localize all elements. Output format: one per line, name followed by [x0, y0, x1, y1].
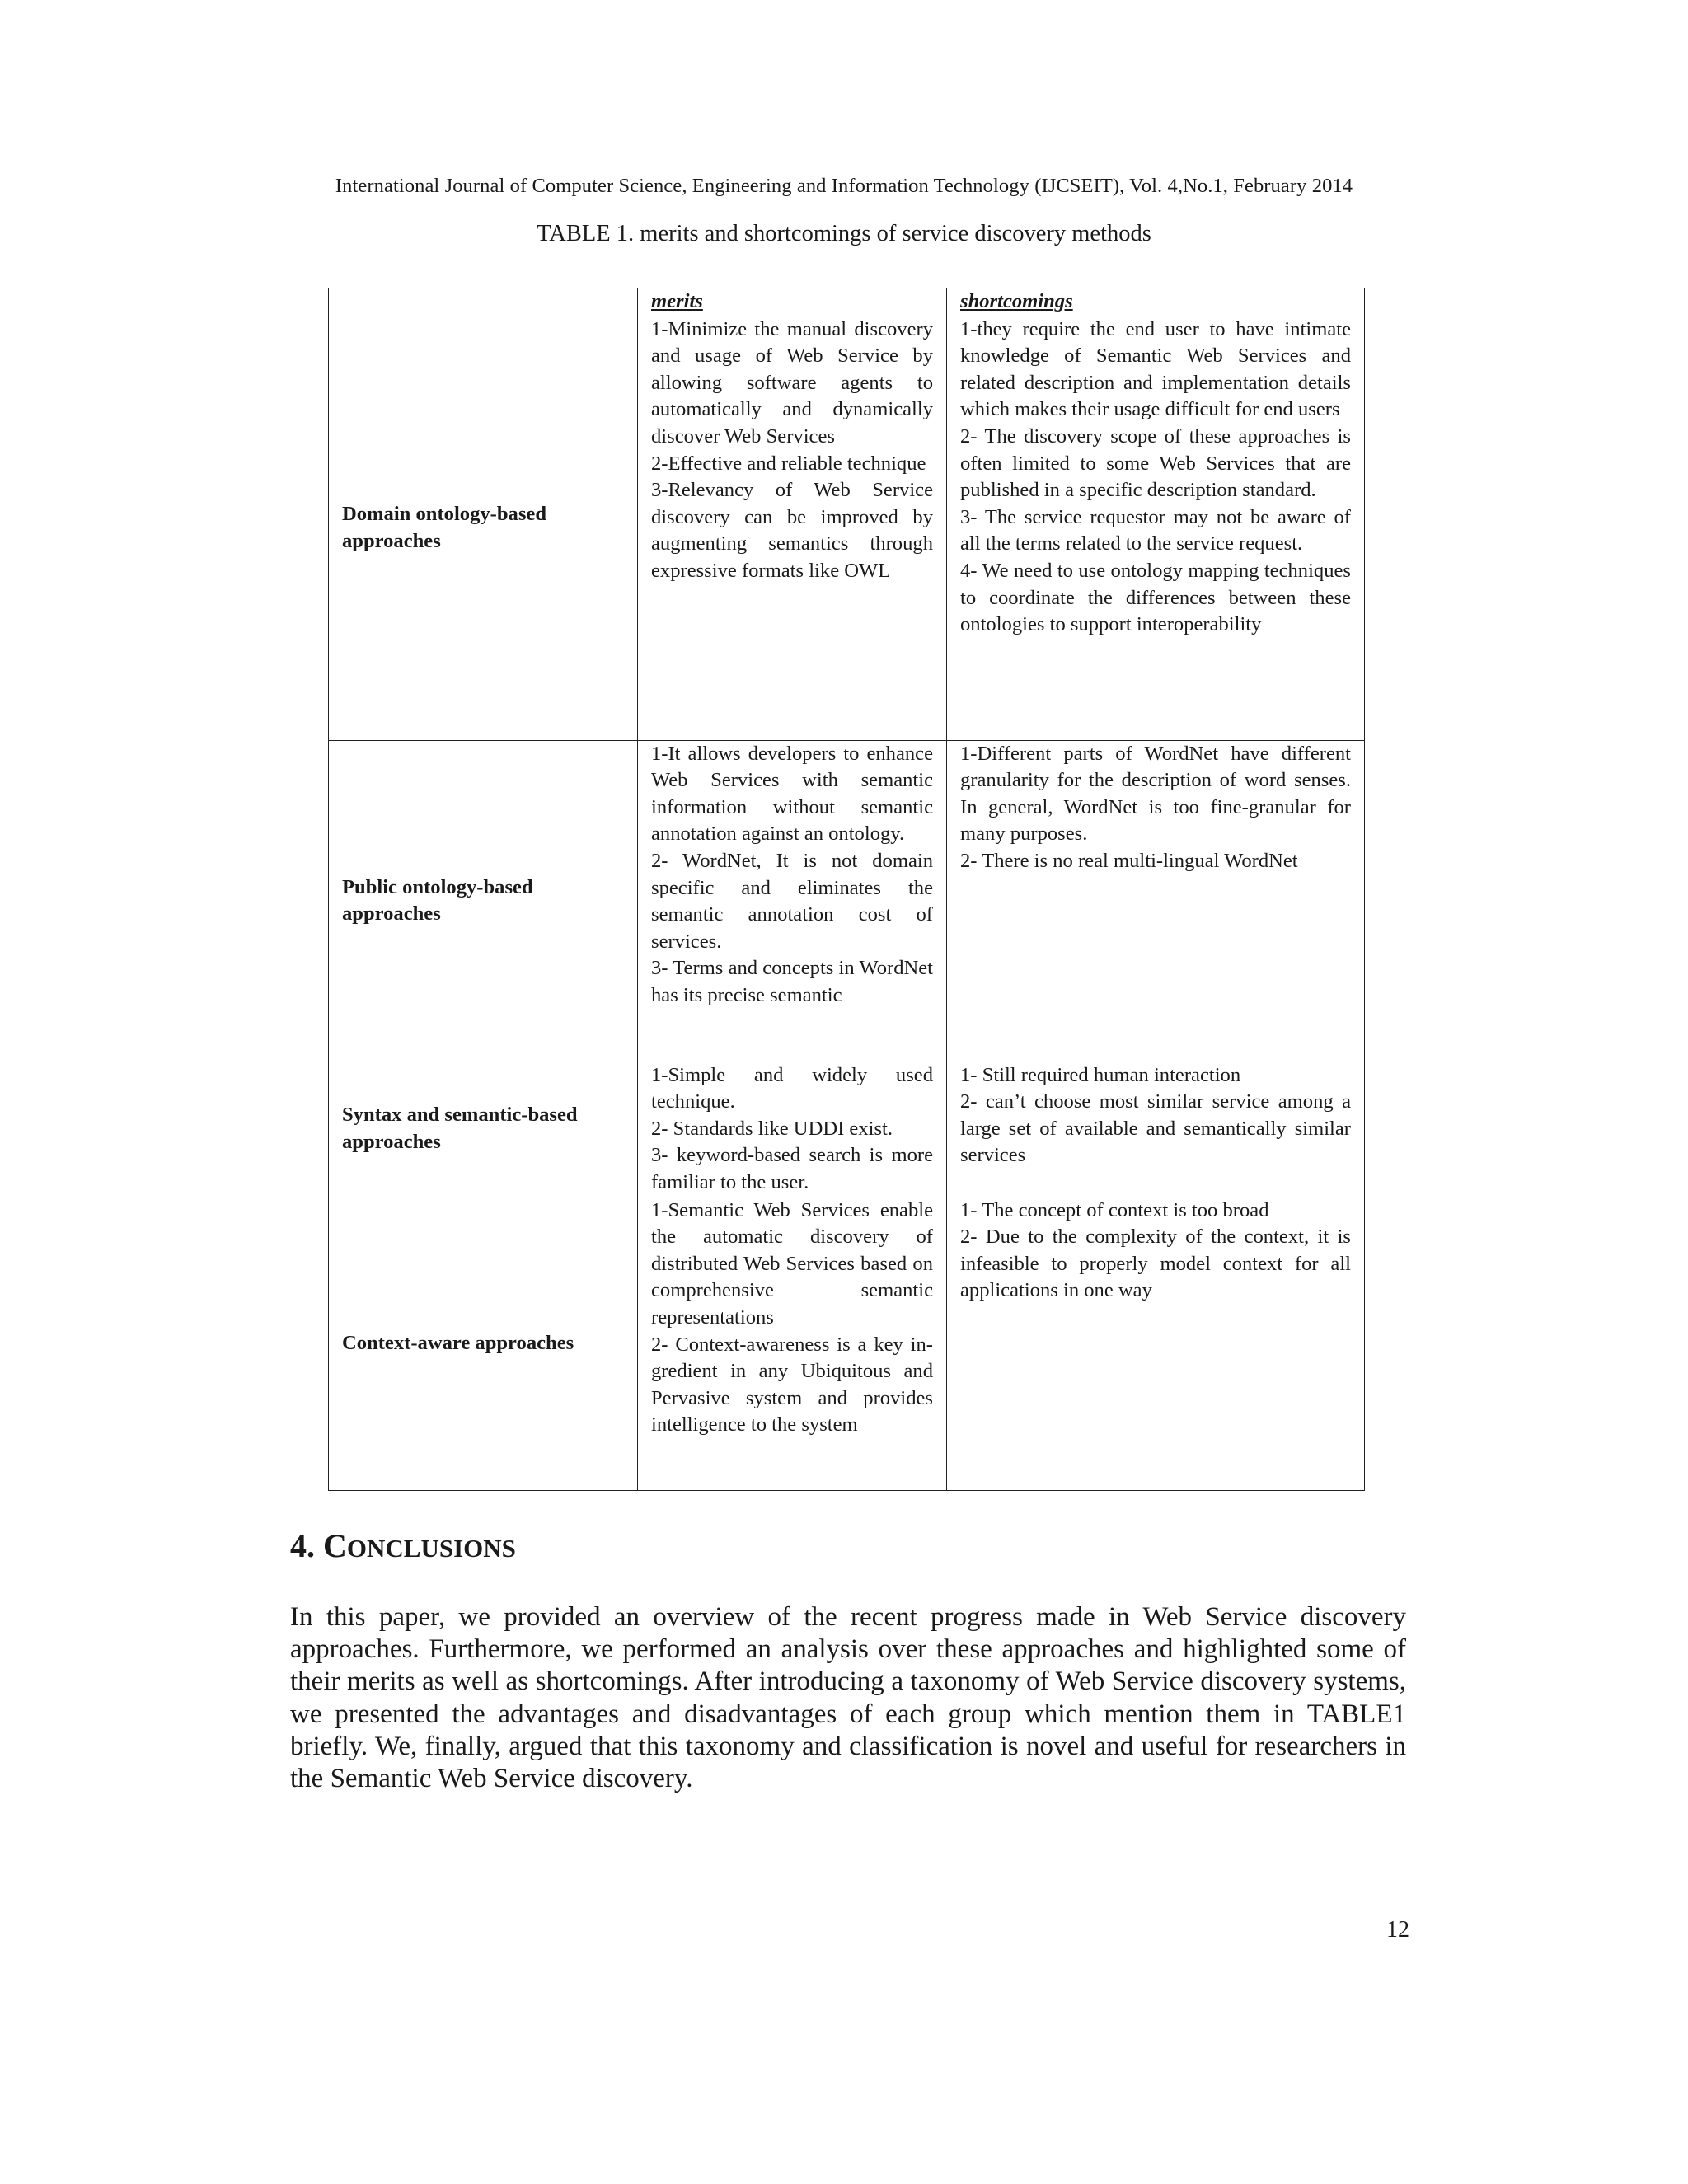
row-approach-label: Public ontology-based approaches: [329, 740, 638, 1062]
section-title-cap: C: [323, 1527, 347, 1564]
list-item: 2- can’t choose most similar service among a large set of available and semantically similar services: [960, 1090, 1351, 1167]
list-item: 3- The service requestor may not be aware of all the terms related to the service request.: [960, 505, 1351, 555]
merits-cell: [638, 740, 947, 1062]
row-approach-label: Context-aware approaches: [329, 1197, 638, 1490]
header-shortcomings: shortcomings: [947, 288, 1365, 316]
section-number: 4.: [290, 1527, 315, 1564]
shortcomings-cell: [947, 740, 1365, 1062]
list-item: 1-It allows developers to enhance Web Services with semantic information without semantic annotation against an ontology.: [651, 742, 933, 846]
header-empty-cell: [329, 288, 638, 316]
merits-cell: [638, 1062, 947, 1197]
row-approach-label: Syntax and semantic-based approaches: [329, 1062, 638, 1197]
list-item: 1-Different parts of WordNet have different granularity for the description of word senses. In general, WordNet is too fine-granular for many purposes.: [960, 742, 1351, 846]
shortcomings-cell: [947, 1062, 1365, 1197]
list-item: 1-Semantic Web Services enable the automatic discovery of distributed Web Services based on comprehensive semantic representations: [651, 1198, 933, 1329]
page-number: 12: [1386, 1917, 1409, 1943]
list-item: 3- Terms and concepts in WordNet has its precise semantic: [651, 957, 933, 1006]
table-row: [329, 1062, 1365, 1197]
list-item: 2- WordNet, It is not domain specific and eliminates the semantic annotation cost of services.: [651, 849, 933, 953]
header-merits: merits: [638, 288, 947, 316]
table-caption: TABLE 1. merits and shortcomings of service discovery methods: [537, 221, 1151, 246]
row-approach-label: Domain ontology-based approaches: [329, 316, 638, 740]
list-item: 2-Effective and reliable technique: [651, 452, 926, 475]
comparison-table: [328, 288, 1365, 1491]
section-heading: [290, 1526, 516, 1565]
list-item: 3- keyword-based search is more familiar to the user.: [651, 1144, 933, 1193]
table-row: [329, 1197, 1365, 1490]
table-row: [329, 316, 1365, 740]
conclusions-paragraph: In this paper, we provided an overview of the recent progress made in Web Service discovery approaches. Furthermore, we performed an analysis over these approaches and highlighted some of their merits as well as shortcomings. After introducing a taxonomy of Web Service discovery systems, we presented the advantages and disadvantages of each group which mention them in TABLE1 briefly. We, finally, argued that this taxonomy and classification is novel and useful for researchers in the Semantic Web Service discovery.: [290, 1602, 1406, 1794]
shortcomings-cell: [947, 1197, 1365, 1490]
list-item: 2- Due to the complexity of the context, it is infeasible to properly model context for all applications in one way: [960, 1226, 1351, 1302]
list-item: 3-Relevancy of Web Service discovery can be improved by augmenting semantics through expressive formats like OWL: [651, 479, 933, 582]
list-item: 2- Context-awareness is a key in-gredient in any Ubiquitous and Pervasive system and provides intelligence to the system: [651, 1333, 933, 1436]
table-header-row: [329, 288, 1365, 316]
list-item: 1-Simple and widely used technique.: [651, 1063, 933, 1113]
list-item: 2- The discovery scope of these approaches is often limited to some Web Services that are published in a specific description standard.: [960, 424, 1351, 502]
list-item: 1-they require the end user to have intimate knowledge of Semantic Web Services and related description and implementation details which makes their usage difficult for end users: [960, 317, 1351, 421]
table-row: [329, 740, 1365, 1062]
merits-cell: [638, 316, 947, 740]
journal-header: International Journal of Computer Science, Engineering and Information Technology (IJCSEIT), Vol. 4,No.1, February 2014: [335, 175, 1353, 197]
section-title-rest: ONCLUSIONS: [346, 1534, 516, 1563]
list-item: 1-Minimize the manual discovery and usage of Web Service by allowing software agents to automatically and dynamically discover Web Services: [651, 317, 933, 448]
list-item: 2- Standards like UDDI exist.: [651, 1117, 893, 1140]
list-item: 4- We need to use ontology mapping techniques to coordinate the differences between these ontologies to support interoperability: [960, 559, 1351, 636]
shortcomings-cell: [947, 316, 1365, 740]
list-item: 1- Still required human interaction: [960, 1063, 1241, 1086]
list-item: 1- The concept of context is too broad: [960, 1198, 1269, 1221]
merits-cell: [638, 1197, 947, 1490]
list-item: 2- There is no real multi-lingual WordNet: [960, 849, 1298, 872]
